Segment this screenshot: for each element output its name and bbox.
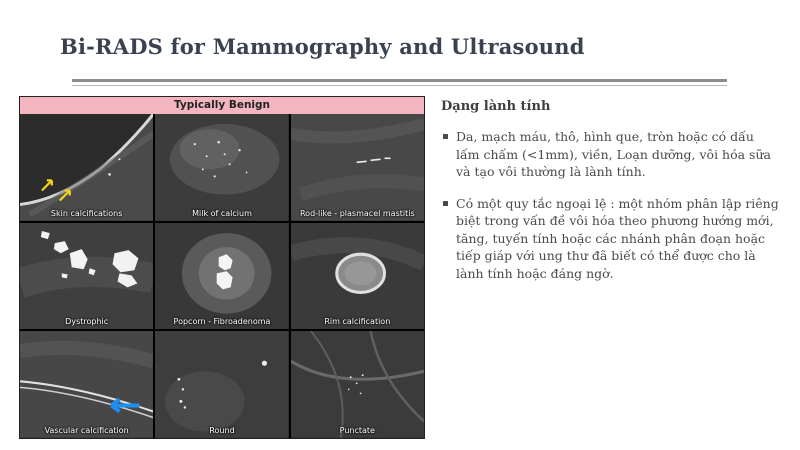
skin-calcifications-image — [20, 114, 153, 221]
slide-title: Bi-RADS for Mammography and Ultrasound — [60, 34, 585, 59]
cell-label: Rim calcification — [324, 317, 391, 327]
cell-label: Dystrophic — [65, 317, 109, 327]
milk-of-calcium-image — [155, 114, 288, 221]
title-divider — [72, 79, 727, 82]
punctate-image — [291, 331, 424, 438]
cell-label: Milk of calcium — [192, 208, 252, 218]
title-divider-thin — [72, 85, 727, 86]
rod-like-image — [291, 114, 424, 221]
popcorn-image — [155, 223, 288, 330]
cell-label: Rod-like - plasmacel mastitis — [299, 208, 415, 218]
cell-rim-calcification — [291, 223, 424, 330]
description-panel — [441, 99, 781, 296]
cell-vascular-calcification — [20, 331, 153, 438]
cell-label: Vascular calcification — [44, 425, 129, 435]
panel-subheading: Dạng lành tính — [441, 99, 551, 114]
bullet-item — [441, 195, 781, 283]
bullet-text: Có một quy tắc ngoại lệ : một nhóm phân lập riêng biệt trong vấn đề vôi hóa theo phương hướng mới, tăng, tuyến tính hoặc các nhánh phân đoạn hoặc tiếp giáp với ung thư đã biết có thể được cho là lành tính hoặc đáng ngờ. — [456, 195, 779, 281]
cell-label: Popcorn - Fibroadenoma — [173, 317, 271, 327]
cell-punctate — [291, 331, 424, 438]
cell-skin-calcifications — [20, 114, 153, 221]
bullet-text: Da, mạch máu, thô, hình que, tròn hoặc có dấu lấm chấm (<1mm), viền, Loạn dưỡng, vôi hóa sữa và tạo vôi thường là lành tính. — [456, 129, 771, 179]
square-bullet-icon — [443, 201, 448, 206]
cell-label: Round — [209, 425, 235, 435]
mammography-figure — [19, 96, 425, 439]
cell-label: Punctate — [339, 425, 375, 435]
rim-calcification-image — [291, 223, 424, 330]
bullet-item — [441, 128, 781, 181]
cell-dystrophic — [20, 223, 153, 330]
square-bullet-icon — [443, 134, 448, 139]
round-image — [155, 331, 288, 438]
figure-header: Typically Benign — [20, 97, 424, 114]
cell-rod-like — [291, 114, 424, 221]
dystrophic-image — [20, 223, 153, 330]
bullet-list — [441, 128, 781, 282]
calcification-grid — [20, 114, 424, 438]
cell-milk-of-calcium — [155, 114, 288, 221]
cell-popcorn — [155, 223, 288, 330]
cell-round — [155, 331, 288, 438]
cell-label: Skin calcifications — [50, 208, 123, 218]
vascular-calcification-image — [20, 331, 153, 438]
